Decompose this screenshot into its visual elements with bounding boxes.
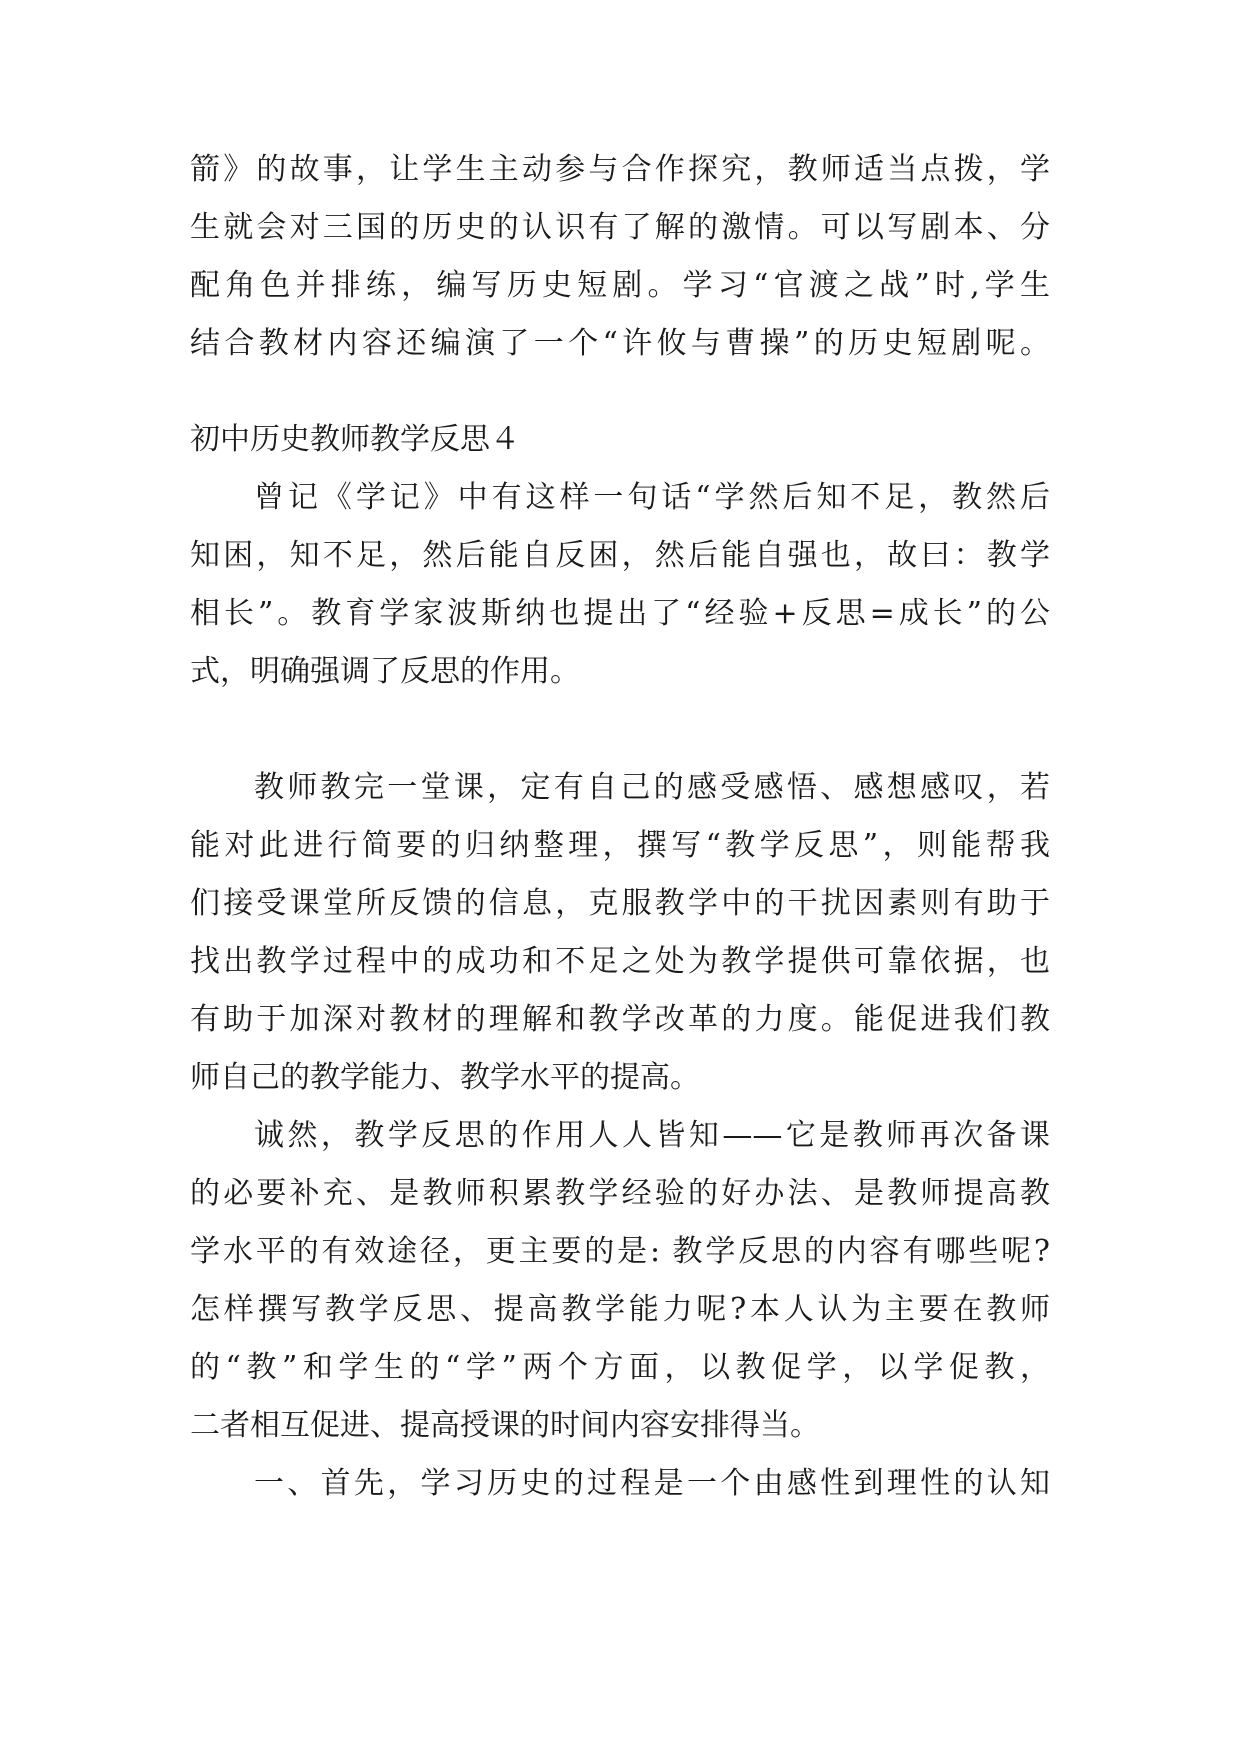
text-line: 怎样撰写教学反思、提高教学能力呢?本人认为主要在教师 xyxy=(190,1292,1050,1327)
text-line: 相长”。教育学家波斯纳也提出了“经验+反思=成长”的公 xyxy=(190,596,1050,631)
text-line: 教师教完一堂课，定有自己的感受感悟、感想感叹，若 xyxy=(254,770,1050,805)
text-line: 们接受课堂所反馈的信息，克服教学中的干扰因素则有助于 xyxy=(190,886,1050,921)
text-line: 师自己的教学能力、教学水平的提高。 xyxy=(190,1060,700,1095)
text-line: 有助于加深对教材的理解和教学改革的力度。能促进我们教 xyxy=(190,1002,1050,1037)
text-line: 的必要补充、是教师积累教学经验的好办法、是教师提高教 xyxy=(190,1176,1050,1211)
text-line: 结合教材内容还编演了一个“许攸与曹操”的历史短剧呢。 xyxy=(190,326,1050,361)
text-line: 生就会对三国的历史的认识有了解的激情。可以写剧本、分 xyxy=(190,210,1050,245)
text-line: 二者相互促进、提高授课的时间内容安排得当。 xyxy=(190,1408,820,1443)
text-line: 配角色并排练，编写历史短剧。学习“官渡之战”时,学生 xyxy=(190,268,1050,303)
text-line: 式，明确强调了反思的作用。 xyxy=(190,654,580,689)
text-line: 能对此进行简要的归纳整理，撰写“教学反思”，则能帮我 xyxy=(190,828,1050,863)
text-line: 找出教学过程中的成功和不足之处为教学提供可靠依据，也 xyxy=(190,944,1050,979)
text-line: 学水平的有效途径，更主要的是: 教学反思的内容有哪些呢? xyxy=(190,1234,1050,1269)
text-line: 知困，知不足，然后能自反困，然后能自强也，故曰：教学 xyxy=(190,538,1050,573)
text-line: 诚然，教学反思的作用人人皆知——它是教师再次备课 xyxy=(254,1118,1050,1153)
text-line: 箭》的故事，让学生主动参与合作探究，教师适当点拨，学 xyxy=(190,152,1050,187)
text-line: 的“教”和学生的“学”两个方面，以教促学，以学促教， xyxy=(190,1350,1050,1385)
text-line: 一、首先，学习历史的过程是一个由感性到理性的认知 xyxy=(254,1466,1050,1501)
text-line: 曾记《学记》中有这样一句话“学然后知不足，教然后 xyxy=(254,480,1050,515)
section-heading: 初中历史教师教学反思４ xyxy=(190,422,520,457)
